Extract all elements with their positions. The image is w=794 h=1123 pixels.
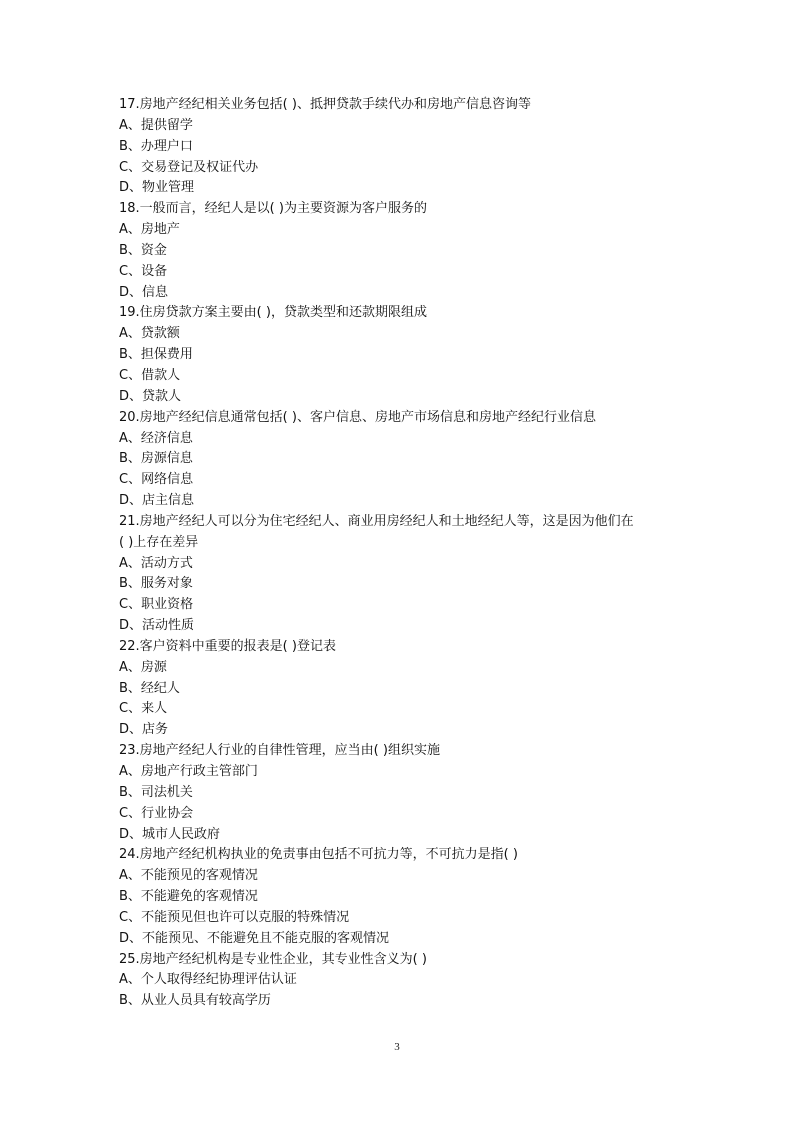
answer-option: D、城市人民政府 <box>119 826 221 842</box>
answer-option: B、办理户口 <box>119 138 193 154</box>
answer-option: A、房地产 <box>119 222 180 238</box>
answer-option: C、借款人 <box>119 367 181 383</box>
question-block <box>119 512 679 637</box>
answer-option: C、网络信息 <box>119 472 194 488</box>
question-stem: 23.房地产经纪人行业的自律性管理，应当由( )组织实施 <box>119 743 440 759</box>
answer-option: B、司法机关 <box>119 784 193 800</box>
question-stem: 22.客户资料中重要的报表是( )登记表 <box>119 638 336 654</box>
answer-option: D、信息 <box>119 284 169 300</box>
answer-option: C、职业资格 <box>119 597 194 613</box>
question-block <box>119 637 679 741</box>
answer-option: D、活动性质 <box>119 618 195 634</box>
question-block <box>119 845 679 949</box>
answer-option: D、物业管理 <box>119 180 195 196</box>
question-stem: 24.房地产经纪机构执业的免责事由包括不可抗力等，不可抗力是指( ) <box>119 847 518 863</box>
answer-option: C、设备 <box>119 263 168 279</box>
answer-option: D、店主信息 <box>119 493 195 509</box>
answer-option: B、资金 <box>119 242 167 258</box>
answer-option: C、来人 <box>119 701 168 717</box>
question-block <box>119 408 679 512</box>
answer-option: A、个人取得经纪协理评估认证 <box>119 972 297 988</box>
answer-option: C、交易登记及权证代办 <box>119 159 259 175</box>
question-block <box>119 95 679 199</box>
question-block <box>119 199 679 303</box>
answer-option: A、活动方式 <box>119 555 193 571</box>
answer-option: B、从业人员具有较高学历 <box>119 993 271 1009</box>
answer-option: C、行业协会 <box>119 805 194 821</box>
answer-option: A、贷款额 <box>119 326 180 342</box>
answer-option: A、房源 <box>119 659 167 675</box>
page-number: 3 <box>394 1041 400 1053</box>
question-stem: 20.房地产经纪信息通常包括( )、客户信息、房地产市场信息和房地产经纪行业信息 <box>119 409 596 425</box>
answer-option: A、房地产行政主管部门 <box>119 764 258 779</box>
answer-option: D、店务 <box>119 722 169 738</box>
answer-option: B、经纪人 <box>119 680 180 696</box>
answer-option: C、不能预见但也许可以克服的特殊情况 <box>119 909 350 925</box>
question-block <box>119 950 679 1013</box>
question-stem: 25.房地产经纪机构是专业性企业，其专业性含义为( ) <box>119 951 427 967</box>
question-list <box>119 95 679 1012</box>
question-stem: ( )上存在差异 <box>119 534 199 550</box>
question-block <box>119 303 679 407</box>
question-stem: 19.住房贷款方案主要由( )，贷款类型和还款期限组成 <box>119 305 427 321</box>
answer-option: A、经济信息 <box>119 430 193 446</box>
answer-option: D、贷款人 <box>119 388 182 404</box>
question-block <box>119 741 679 845</box>
answer-option: B、不能避免的客观情况 <box>119 889 258 905</box>
question-stem: 17.房地产经纪相关业务包括( )、抵押贷款手续代办和房地产信息咨询等 <box>119 97 531 112</box>
answer-option: A、不能预见的客观情况 <box>119 868 258 884</box>
answer-option: B、担保费用 <box>119 347 193 363</box>
answer-option: B、房源信息 <box>119 451 193 467</box>
question-stem: 18.一般而言，经纪人是以( )为主要资源为客户服务的 <box>119 201 427 217</box>
answer-option: D、不能预见、不能避免且不能克服的客观情况 <box>119 930 390 946</box>
answer-option: B、服务对象 <box>119 576 193 592</box>
answer-option: A、提供留学 <box>119 117 193 133</box>
question-stem: 21.房地产经纪人可以分为住宅经纪人、商业用房经纪人和土地经纪人等，这是因为他们在 <box>119 513 634 529</box>
